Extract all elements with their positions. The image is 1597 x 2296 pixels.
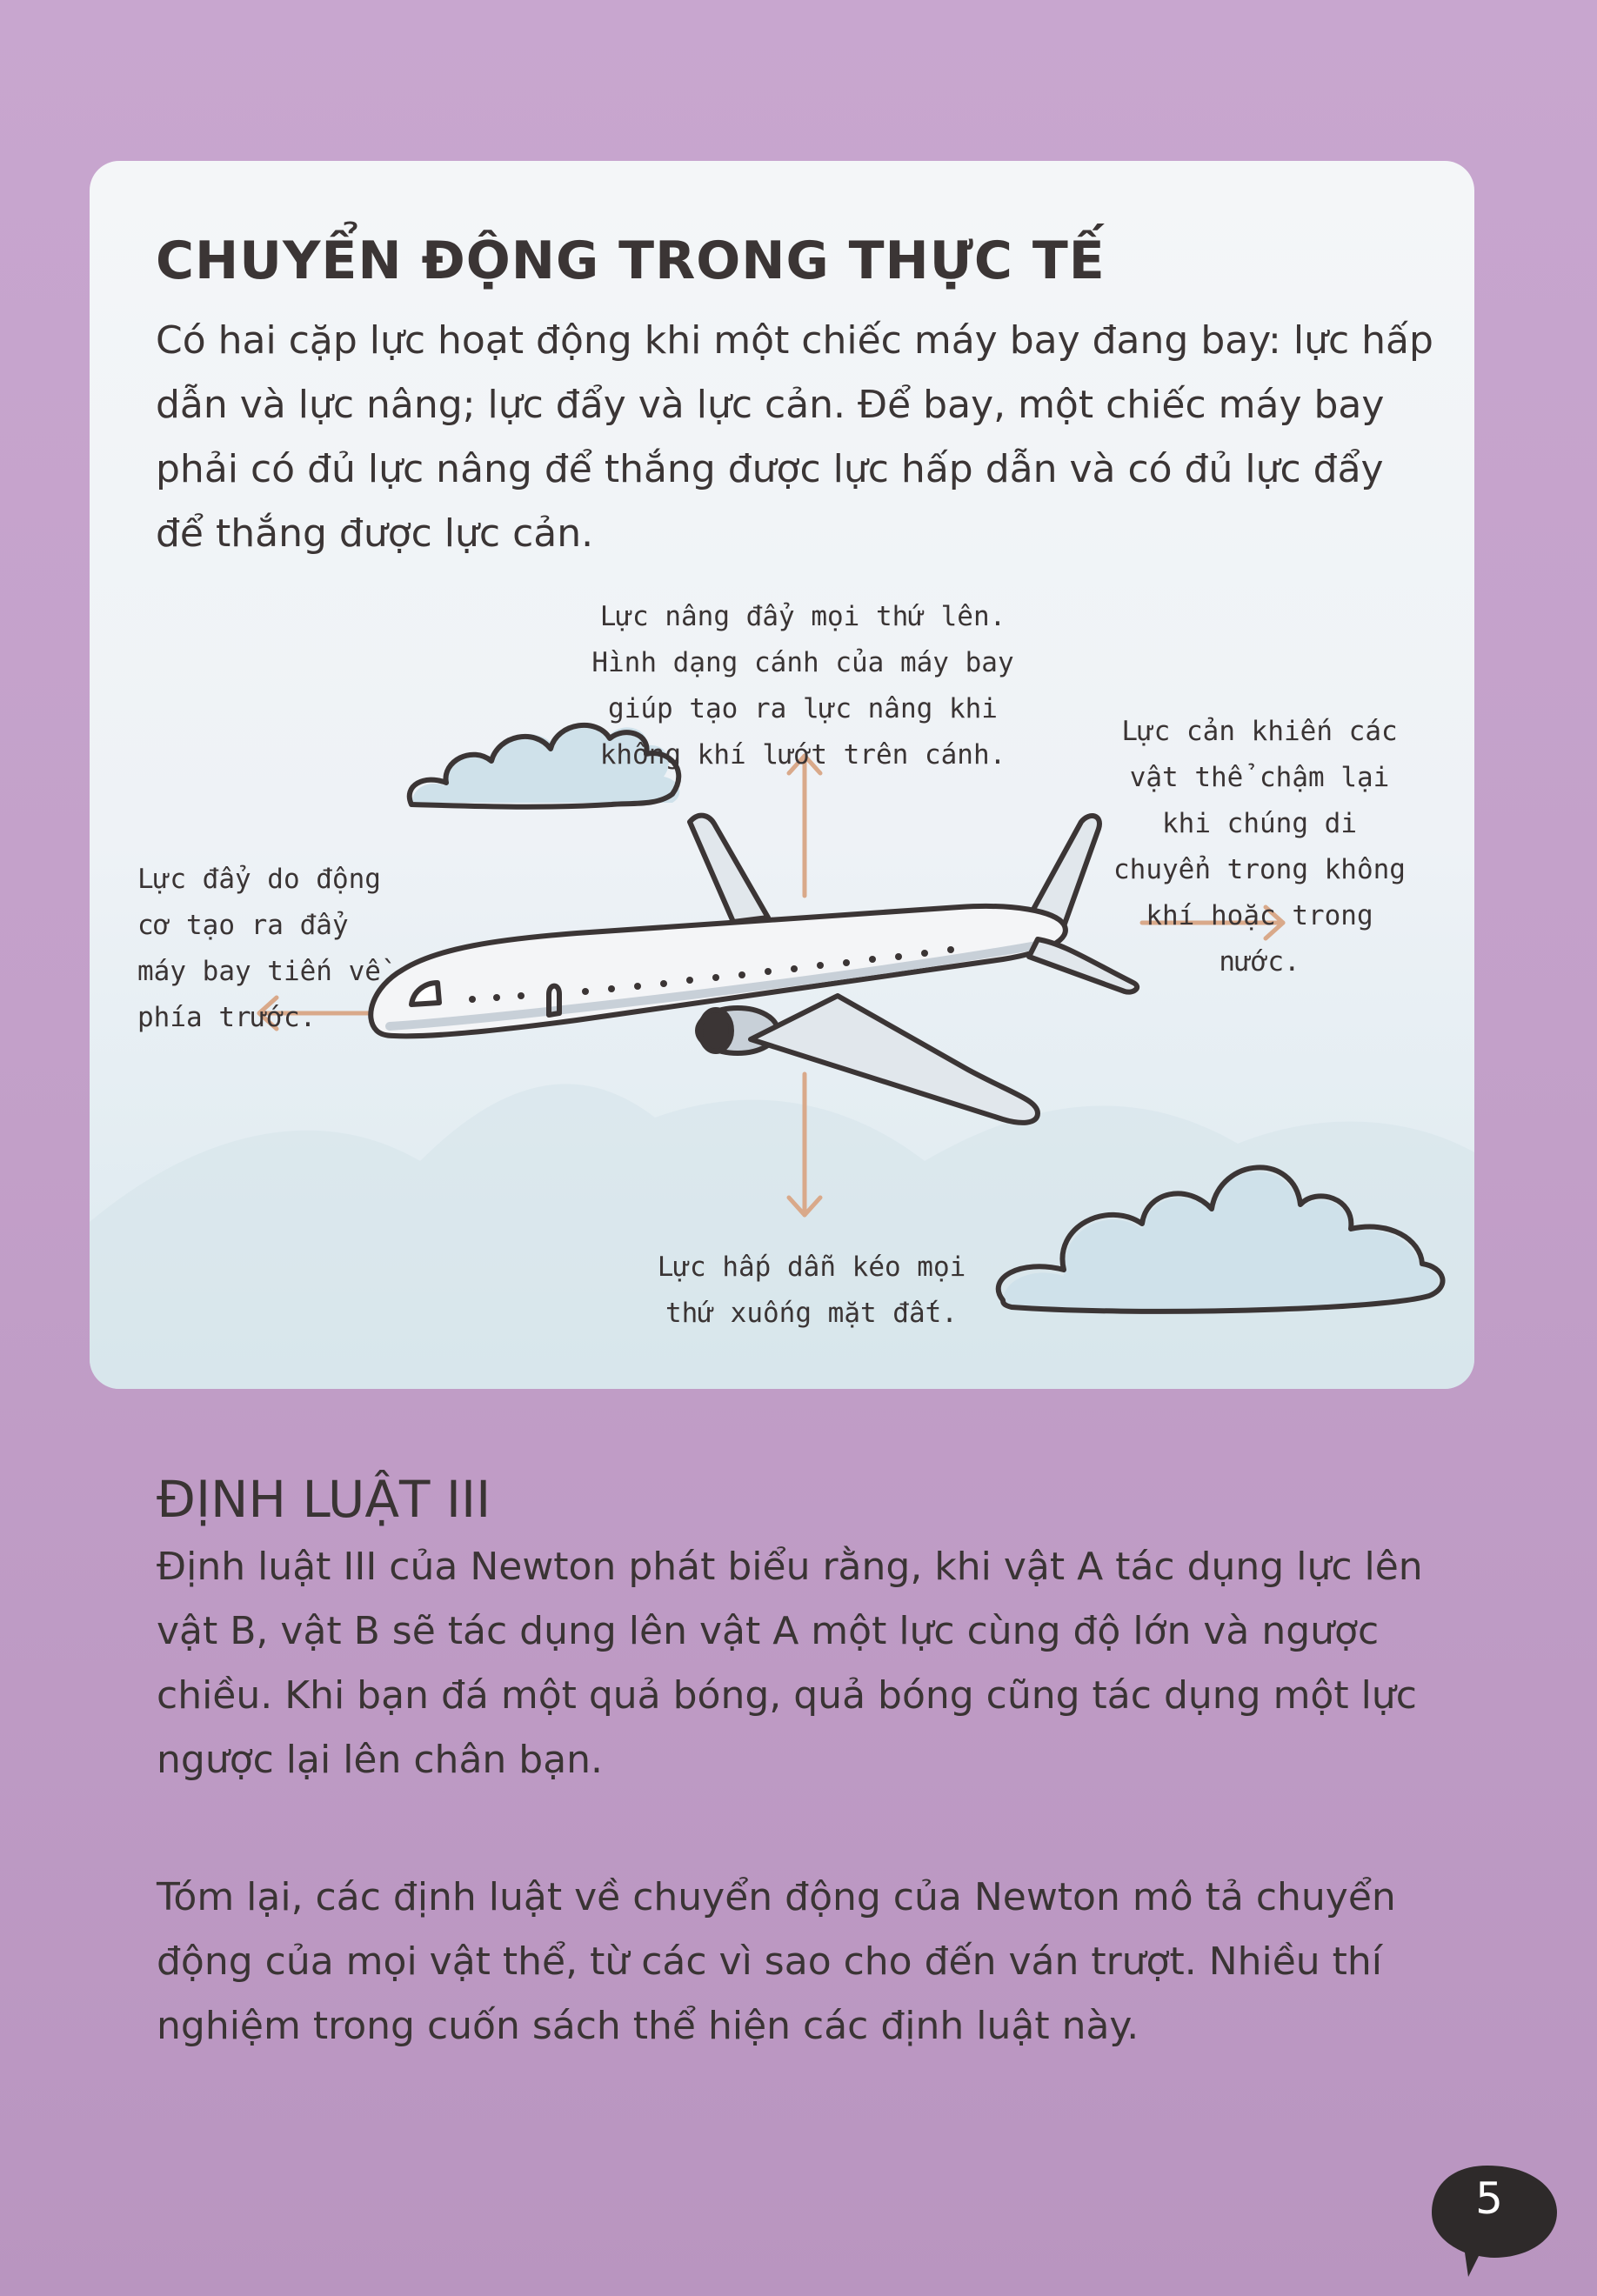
section-body-text: Định luật III của Newton phát biểu rằng, khi vật A tác dụng lực lên vật B, vật B sẽ tác dụng lên vật A một lực cùng độ lớn và ngược chiều. Khi bạn đá một quả bóng, quả bóng cũng tác dụng một lực ngược lại lên chân bạn. — [157, 1545, 1423, 1782]
panel-title: CHUYỂN ĐỘNG TRONG THỰC TẾ — [156, 230, 1106, 291]
airplane-icon — [371, 816, 1137, 1123]
lift-label: Lực nâng đẩy mọi thứ lên. Hình dạng cánh của máy bay giúp tạo ra lực nâng khi không khí lướt trên cánh. — [591, 601, 1014, 771]
drag-label: Lực cản khiến các vật thể chậm lại khi chúng di chuyển trong không khí hoặc trong nước. — [1113, 716, 1406, 978]
gravity-label: Lực hấp dẫn kéo mọi thứ xuống mặt đất. — [657, 1251, 966, 1329]
thrust-label: Lực đẩy do động cơ tạo ra đẩy máy bay tiến về phía trước. — [137, 864, 381, 1033]
panel-intro-text: Có hai cặp lực hoạt động khi một chiếc máy bay đang bay: lực hấp dẫn và lực nâng; lực đẩy và lực cản. Để bay, một chiếc máy bay phải có đủ lực nâng để thắng được lực hấp dẫn và có đủ lực đẩy để thắng được lực cản. — [156, 318, 1433, 556]
cloud-icon — [999, 1167, 1443, 1311]
gravity-arrow — [789, 1074, 820, 1215]
page-number: 5 — [1475, 2173, 1503, 2224]
info-panel — [90, 161, 1474, 1389]
summary-text: Tóm lại, các định luật về chuyển động của Newton mô tả chuyển động của mọi vật thể, từ các vì sao cho đến ván trượt. Nhiều thí nghiệm trong cuốn sách thể hiện các định luật này. — [157, 1875, 1396, 2048]
section-title: ĐỊNH LUẬT III — [157, 1470, 491, 1529]
